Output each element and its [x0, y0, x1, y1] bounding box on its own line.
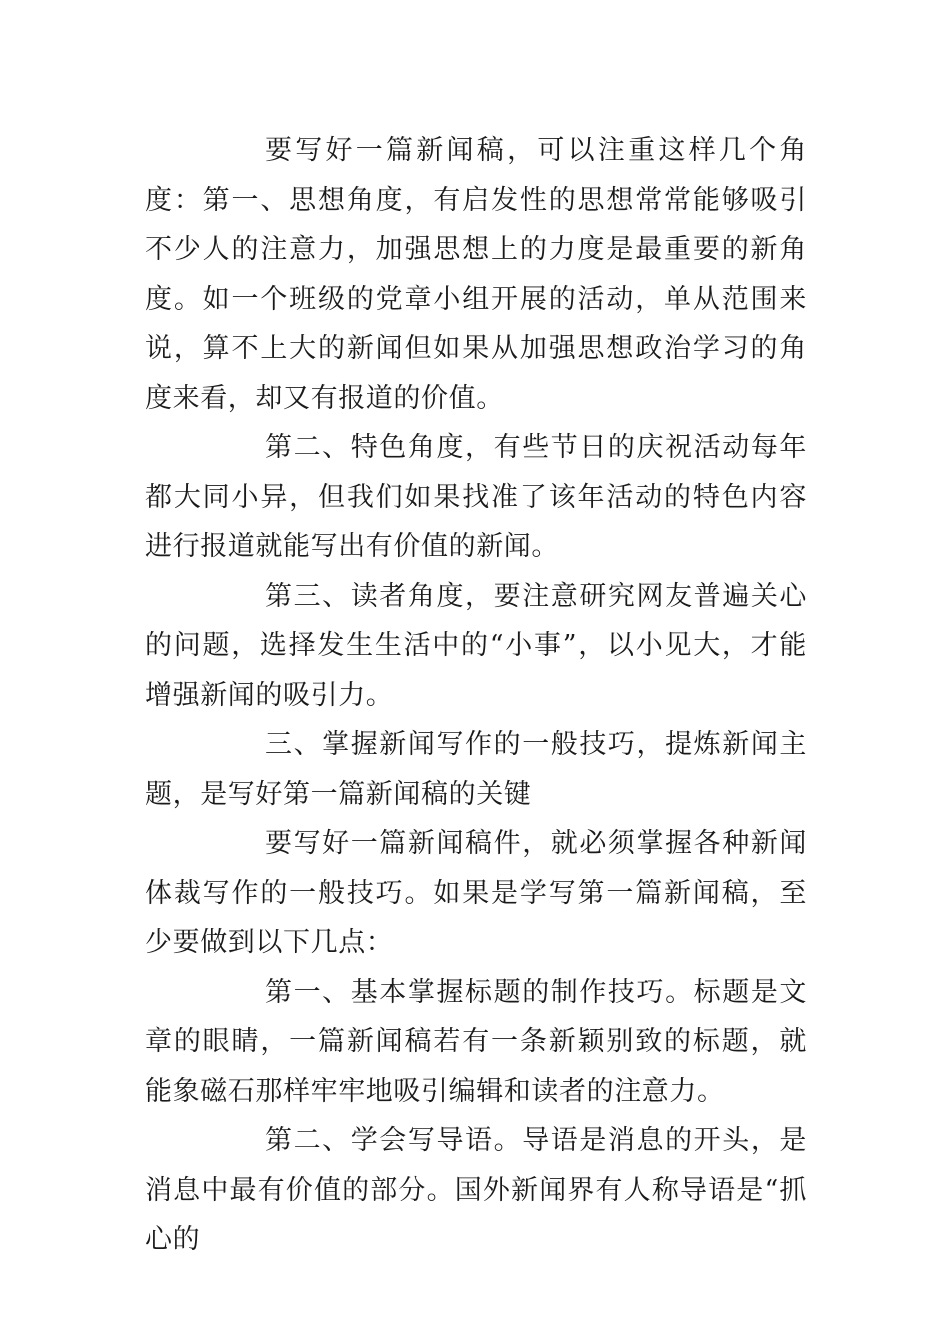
- paragraph-reader-angle: 第三、读者角度，要注意研究网友普遍关心的问题，选择发生生活中的“小事”，以小见大，才能增强新闻的吸引力。: [145, 580, 807, 711]
- document-body: [145, 126, 807, 1265]
- paragraph-techniques-intro: 要写好一篇新闻稿件，就必须掌握各种新闻体裁写作的一般技巧。如果是学写第一篇新闻稿，至少要做到以下几点：: [145, 828, 807, 958]
- paragraph-headline-skill: 第一、基本掌握标题的制作技巧。标题是文章的眼睛，一篇新闻稿若有一条新颖别致的标题，就能象磁石那样牢牢地吸引编辑和读者的注意力。: [145, 976, 807, 1107]
- paragraph-feature-angle: 第二、特色角度，有些节日的庆祝活动每年都大同小异，但我们如果找准了该年活动的特色内容进行报道就能写出有价值的新闻。: [145, 432, 807, 562]
- paragraph-lead-skill: 第二、学会写导语。导语是消息的开头，是消息中最有价值的部分。国外新闻界有人称导语是“抓心的: [145, 1125, 807, 1255]
- section-heading-techniques: 三、掌握新闻写作的一般技巧，提炼新闻主题，是写好第一篇新闻稿的关键: [145, 729, 807, 810]
- paragraph-angles-intro: 要写好一篇新闻稿，可以注重这样几个角度：第一、思想角度，有启发性的思想常常能够吸引不少人的注意力，加强思想上的力度是最重要的新角度。如一个班级的党章小组开展的活动，单从范围来说，算不上大的新闻但如果从加强思想政治学习的角度来看，却又有报道的价值。: [145, 135, 807, 414]
